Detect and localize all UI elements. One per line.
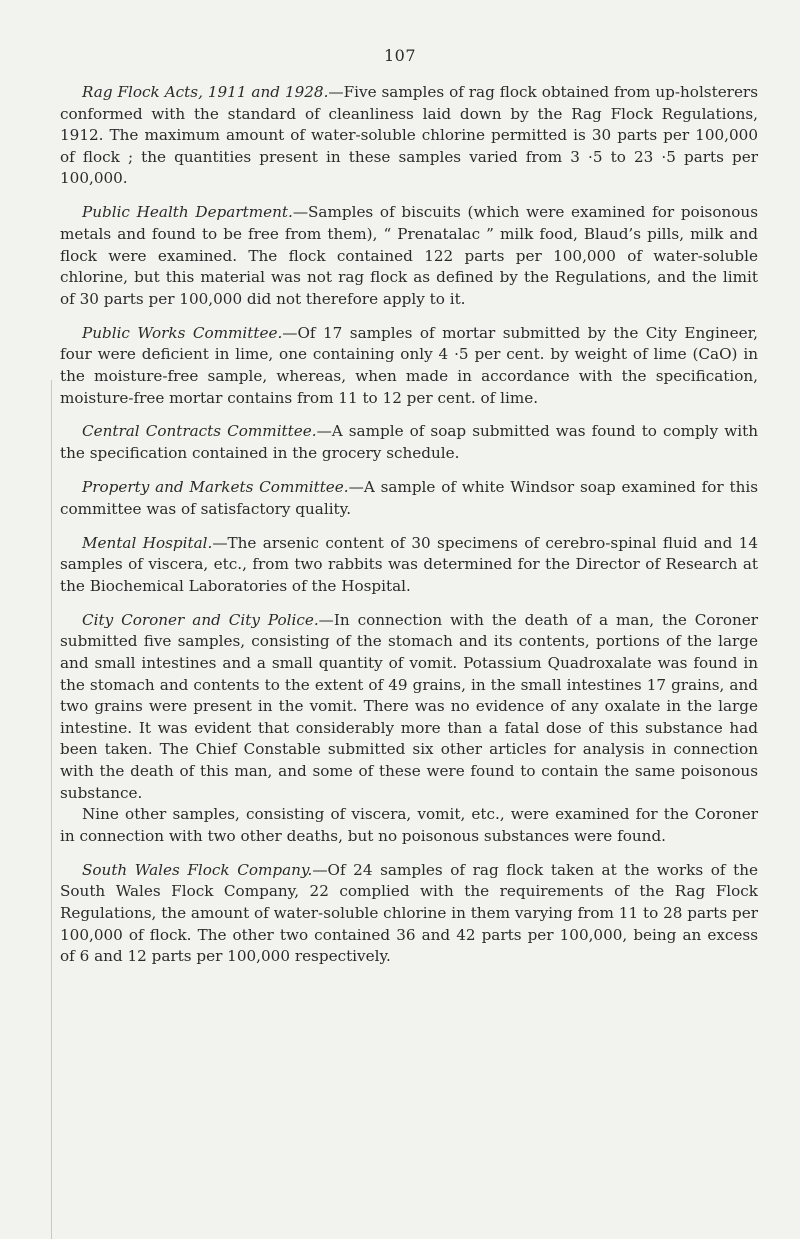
paragraph-heading: Central Contracts Committee. bbox=[82, 422, 317, 441]
paragraph-text: —Of 24 samples of rag flock taken at the works of the South Wales Flock Company, 22 complied with the requirements of the Rag Flock Regulations, the amount of water-soluble chlorine in them varying from 11 to 28 parts per 100,000 of flock. The other two contained 36 and 42 parts per 100,000, being an excess of 6 and 12 parts per 100,000 respectively. bbox=[60, 860, 758, 966]
paragraph-heading: Property and Markets Committee. bbox=[82, 478, 349, 497]
paragraph-text: —In connection with the death of a man, the Coroner submitted five samples, consisting of the stomach and its contents, portions of the large and small intestines and a small quantity of vomit. Potassium Quadroxalate was found in the stomach and contents to the extent of 49 grains, in the small intestines 17 grains, and two grains were present in the vomit. There was no evidence of any oxalate in the large intestine. It was evident that considerably more than a fatal dose of this substance had been taken. The Chief Constable submitted six other articles for analysis in connection with the death of this man, and some of these were found to contain the same poisonous substance. bbox=[60, 610, 759, 802]
page-number: 107 bbox=[383, 46, 417, 65]
paragraph-text: —Five samples of rag flock obtained from up-holsterers conformed with the standard of cleanliness laid down by the Rag Flock Regulations, 1912. The maximum amount of water-soluble chlorine permitted is 30 parts per 100,000 of flock ; the quantities present in these samples varied from 3 ·5 to 23 ·5 parts per 100,000. bbox=[60, 83, 758, 188]
paragraph-text: —A sample of white Windsor soap examined for this committee was of satisfactory quality. bbox=[60, 478, 758, 518]
paragraph-text: —The arsenic content of 30 specimens of cerebro-spinal fluid and 14 samples of viscera, etc., from two rabbits was determined for the Director of Research at the Biochemical Laboratories of the Hospital. bbox=[60, 533, 758, 595]
paragraph-public-works-committee bbox=[60, 323, 758, 409]
paragraph-city-coroner-and-police bbox=[60, 610, 758, 804]
paragraph-heading: Mental Hospital. bbox=[82, 533, 213, 552]
paragraph-south-wales-flock-company bbox=[60, 860, 758, 968]
paragraph-coroner-other-samples bbox=[60, 804, 758, 847]
report-body bbox=[60, 82, 758, 980]
paragraph-public-health-department bbox=[60, 202, 758, 310]
paragraph-text: —A sample of soap submitted was found to comply with the specification contained in the grocery schedule. bbox=[60, 422, 758, 463]
paragraph-heading: Public Works Committee. bbox=[82, 323, 283, 342]
binding-shadow-line bbox=[51, 380, 52, 1239]
paragraph-rag-flock-acts bbox=[60, 82, 758, 190]
paragraph-text: —Samples of biscuits (which were examined for poisonous metals and found to be free from them), “ Prenatalac ” milk food, Blaud’s pills, milk and flock were examined. The flock contained 122 parts per 100,000 of water-soluble chlorine, but this material was not rag flock as defined by the Regulations, and the limit of 30 parts per 100,000 did not therefore apply to it. bbox=[60, 203, 758, 308]
paragraph-heading: Public Health Department. bbox=[82, 203, 293, 222]
paragraph-mental-hospital bbox=[60, 533, 758, 598]
paragraph-heading: City Coroner and City Police. bbox=[82, 610, 319, 629]
paragraph-property-and-markets-committee bbox=[60, 477, 758, 520]
paragraph-heading: South Wales Flock Company. bbox=[82, 860, 313, 879]
paragraph-central-contracts-committee bbox=[60, 421, 758, 464]
paragraph-heading: Rag Flock Acts, 1911 and 1928. bbox=[82, 83, 329, 101]
paragraph-text: Nine other samples, consisting of viscera, vomit, etc., were examined for the Coroner in connection with two other deaths, but no poisonous substances were found. bbox=[60, 805, 758, 845]
paragraph-text: —Of 17 samples of mortar submitted by the City Engineer, four were deficient in lime, one containing only 4 ·5 per cent. by weight of lime (CaO) in the moisture-free sample, whereas, when made in accordance with the specification, moisture-free mortar contains from 11 to 12 per cent. of lime. bbox=[60, 323, 758, 407]
